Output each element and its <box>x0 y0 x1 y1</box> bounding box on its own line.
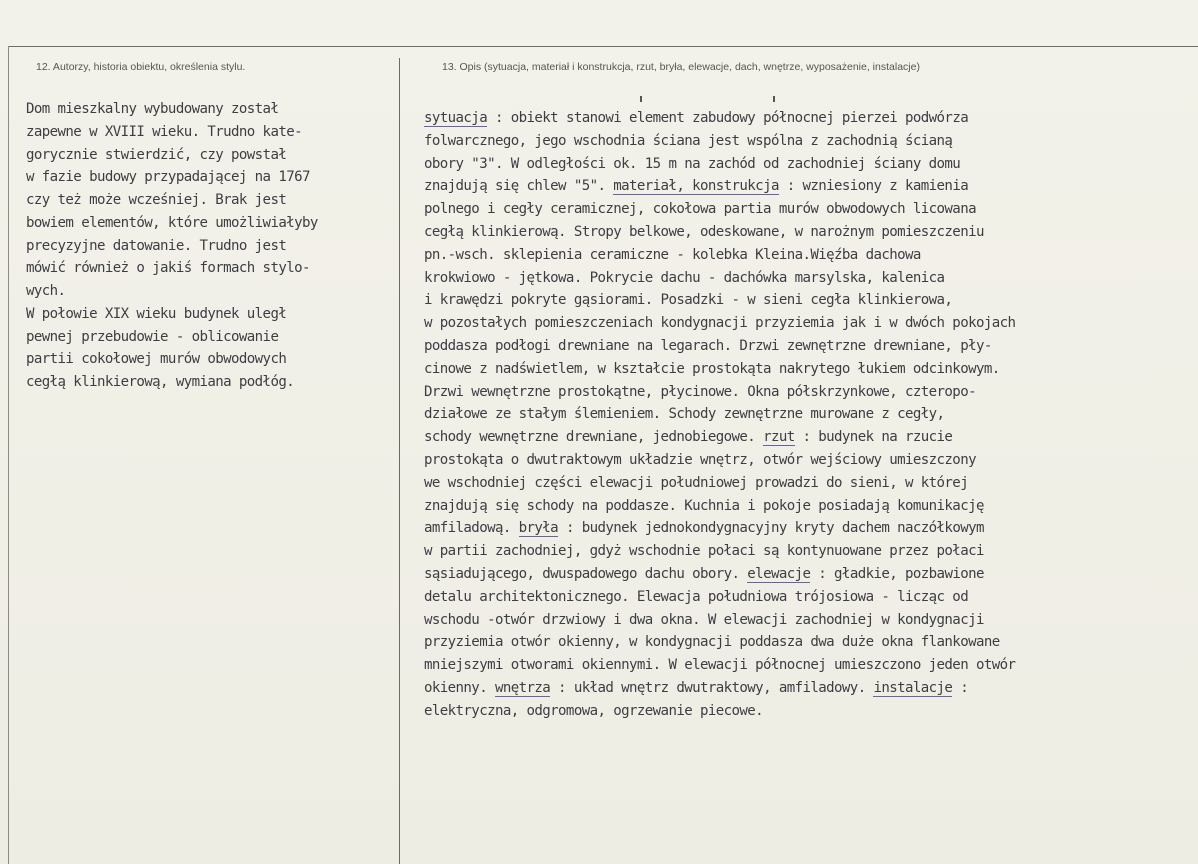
text-segment: działowe ze stałym ślemieniem. Schody zewnętrzne murowane z cegły, <box>424 406 945 423</box>
text-line <box>424 244 1015 267</box>
section-keyword: rzut <box>763 429 795 446</box>
text-line: w fazie budowy przypadającej na 1767 <box>26 169 310 186</box>
pencil-tick <box>773 96 775 102</box>
text-segment: : układ wnętrz dwutraktowy, amfiladowy. <box>550 679 874 696</box>
text-segment: : <box>952 679 969 696</box>
text-segment: : obiekt stanowi element zabudowy północnej pierzei podwórza <box>487 110 969 126</box>
text-line: partii cokołowej murów obwodowych <box>26 351 287 368</box>
section-keyword: materiał, konstrukcja <box>613 178 779 195</box>
section-keyword: elewacje <box>747 565 811 582</box>
text-line <box>424 426 1015 449</box>
text-segment: w pozostałych pomieszczeniach kondygnacji przyziemia jak i w dwóch pokojach <box>424 315 1016 332</box>
text-segment: polnego i cegły ceramicznej, cokołowa partia murów obwodowych licowana <box>424 201 976 218</box>
text-line <box>424 358 1015 381</box>
text-line: bowiem elementów, które umożliwiałyby <box>26 214 318 231</box>
text-line <box>424 107 1015 130</box>
text-segment: : wzniesiony z kamienia <box>778 178 969 195</box>
text-line <box>424 495 1015 518</box>
text-segment: krokwiowo - jętkowa. Pokrycie dachu - dachówka marsylska, kalenica <box>424 269 945 286</box>
text-line: zapewne w XVIII wieku. Trudno kate- <box>26 123 302 140</box>
text-line <box>424 267 1015 290</box>
text-segment: detalu architektonicznego. Elewacja południowa trójosiowa - licząc od <box>424 588 969 605</box>
description-text <box>424 107 1015 723</box>
text-line <box>424 563 1015 586</box>
text-line <box>424 540 1015 563</box>
text-line: gorycznie stwierdzić, czy powstał <box>26 146 287 163</box>
text-line <box>424 654 1015 677</box>
text-segment: elektryczna, odgromowa, ogrzewanie piecowe. <box>424 702 764 719</box>
text-segment: prostokąta o dwutraktowym układzie wnętrz, otwór wejściowy umieszczony <box>424 451 976 468</box>
text-line <box>424 289 1015 312</box>
text-segment: znajdują się schody na poddasze. Kuchnia i pokoje posiadają komunikację <box>424 497 984 514</box>
text-segment: okienny. <box>424 679 495 696</box>
text-segment: znajdują się chlew "5". <box>424 178 614 195</box>
text-line: W połowie XIX wieku budynek uległ <box>26 305 287 322</box>
text-segment: cegłą klinkierową. Stropy belkowe, odeskowane, w narożnym pomieszczeniu <box>424 223 984 240</box>
text-line <box>424 153 1015 176</box>
section-keyword: wnętrza <box>494 679 551 696</box>
section-keyword: instalacje <box>873 679 953 696</box>
text-segment: obory "3". W odległości ok. 15 m na zachód od zachodniej ściany domu <box>424 155 961 172</box>
form-top-border <box>8 46 1198 47</box>
text-segment: przyziemia otwór okienny, w kondygnacji poddasza dwa duże okna flankowane <box>424 634 1000 651</box>
text-line <box>424 631 1015 654</box>
text-line <box>424 381 1015 404</box>
text-line <box>424 700 1015 723</box>
history-text <box>26 98 318 394</box>
text-segment: sąsiadującego, dwuspadowego dachu obory. <box>424 565 748 582</box>
text-line: pewnej przebudowie - oblicowanie <box>26 328 279 345</box>
text-line <box>424 449 1015 472</box>
text-segment: i krawędzi pokryte gąsiorami. Posadzki - w sieni cegła klinkierowa, <box>424 292 953 309</box>
text-line <box>424 403 1015 426</box>
text-line <box>424 517 1015 540</box>
text-segment: folwarcznego, jego wschodnia ściana jest wspólna z zachodnią ścianą <box>424 132 953 149</box>
text-line <box>424 130 1015 153</box>
text-line <box>424 221 1015 244</box>
text-line <box>424 198 1015 221</box>
text-line: cegłą klinkierową, wymiana podłóg. <box>26 374 295 390</box>
text-segment: : gładkie, pozbawione <box>810 565 984 582</box>
text-segment: w partii zachodniej, gdyż wschodnie połaci są kontynuowane przez połaci <box>424 543 984 560</box>
text-line: mówić również o jakiś formach stylo- <box>26 260 310 277</box>
text-segment: cinowe z nadświetlem, w kształcie prostokąta nakrytego łukiem odcinkowym. <box>424 360 1000 377</box>
text-line <box>424 677 1015 700</box>
text-segment: : budynek na rzucie <box>794 429 953 446</box>
section-keyword: sytuacja <box>424 110 488 126</box>
text-segment: mniejszymi otworami okiennymi. W elewacji północnej umieszczono jeden otwór <box>424 657 1016 674</box>
text-line: czy też może wcześniej. Brak jest <box>26 192 287 208</box>
text-line: Dom mieszkalny wybudowany został <box>26 101 279 117</box>
form-left-border <box>8 46 9 864</box>
text-segment: amfiladową. <box>424 520 519 537</box>
pencil-tick <box>640 96 642 102</box>
text-line <box>424 472 1015 495</box>
text-segment: wschodu -otwór drzwiowy i dwa okna. W elewacji zachodniej w kondygnacji <box>424 611 984 628</box>
section-13-header: 13. Opis (sytuacja, materiał i konstrukcja, rzut, bryła, elewacje, dach, wnętrze, wyposażenie, instalacje) <box>442 61 920 73</box>
text-line: wych. <box>26 283 66 299</box>
section-keyword: bryła <box>518 520 559 537</box>
text-line <box>424 609 1015 632</box>
text-line <box>424 175 1015 198</box>
column-divider <box>399 58 400 864</box>
section-12-header: 12. Autorzy, historia obiektu, określenia stylu. <box>36 61 246 73</box>
text-segment: schody wewnętrzne drewniane, jednobiegowe. <box>424 429 764 446</box>
text-segment: we wschodniej części elewacji południowej prowadzi do sieni, w której <box>424 474 969 491</box>
text-line <box>424 586 1015 609</box>
text-line <box>424 335 1015 358</box>
text-segment: Drzwi wewnętrzne prostokątne, płycinowe. Okna półskrzynkowe, czteropo- <box>424 383 976 400</box>
text-line: precyzyjne datowanie. Trudno jest <box>26 237 287 254</box>
text-line <box>424 312 1015 335</box>
text-segment: poddasza podłogi drewniane na legarach. Drzwi zewnętrzne drewniane, pły- <box>424 337 992 354</box>
text-segment: pn.-wsch. sklepienia ceramiczne - kolebka Kleina.Więźba dachowa <box>424 246 921 263</box>
text-segment: : budynek jednokondygnacyjny kryty dachem naczółkowym <box>558 520 984 537</box>
